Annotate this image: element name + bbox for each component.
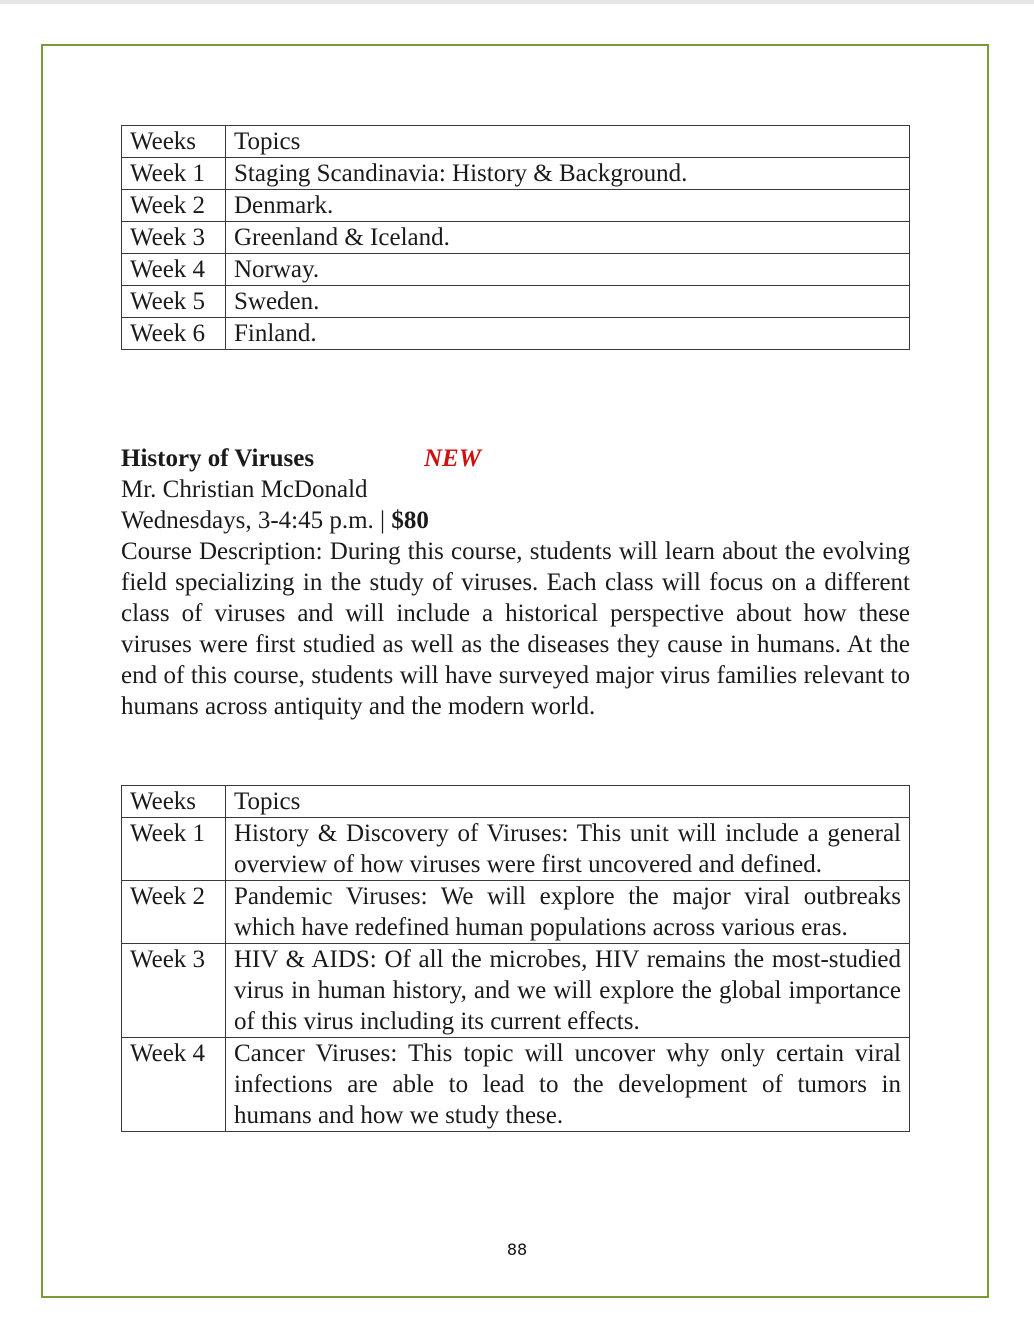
course-title-row [121,443,910,474]
new-badge: NEW [424,445,481,472]
table-row [122,158,910,190]
table-row [122,318,910,350]
weeks-header: Weeks [122,126,226,158]
course-title: History of Viruses [121,445,315,472]
topic-cell: Cancer Viruses: This topic will uncover why only certain viral infections are able to lead to the development of tumors in humans and how we study these. [226,1038,910,1132]
table-row [122,254,910,286]
page-number: 88 [506,1240,528,1259]
topic-cell: Finland. [226,318,910,350]
course-schedule: Wednesdays, 3-4:45 p.m. | [121,507,392,534]
viewer-top-bar [0,0,1034,4]
week-cell: Week 2 [122,190,226,222]
topics-header: Topics [226,786,910,818]
table-row [122,286,910,318]
table-header-row [122,126,910,158]
weeks-header: Weeks [122,786,226,818]
week-cell: Week 3 [122,944,226,1038]
table-row [122,881,910,944]
table-header-row [122,786,910,818]
topic-cell: Greenland & Iceland. [226,222,910,254]
table-row [122,944,910,1038]
course-schedule-line [121,505,910,536]
course-section [121,443,910,722]
topic-cell: Pandemic Viruses: We will explore the major viral outbreaks which have redefined human populations across various eras. [226,881,910,944]
week-cell: Week 2 [122,881,226,944]
table-row [122,222,910,254]
week-cell: Week 5 [122,286,226,318]
week-cell: Week 3 [122,222,226,254]
table-row [122,190,910,222]
table-row [122,1038,910,1132]
week-cell: Week 4 [122,1038,226,1132]
course-price: $80 [391,507,429,534]
topics-header: Topics [226,126,910,158]
topic-cell: Norway. [226,254,910,286]
viruses-schedule-table [121,785,910,1132]
week-cell: Week 4 [122,254,226,286]
topic-cell: Denmark. [226,190,910,222]
topic-cell: HIV & AIDS: Of all the microbes, HIV remains the most-studied virus in human history, and we will explore the global importance of this virus including its current effects. [226,944,910,1038]
topic-cell: History & Discovery of Viruses: This unit will include a general overview of how viruses were first uncovered and defined. [226,818,910,881]
week-cell: Week 1 [122,818,226,881]
scandinavia-schedule-table [121,125,910,350]
week-cell: Week 6 [122,318,226,350]
course-description: Course Description: During this course, students will learn about the evolving field specializing in the study of viruses. Each class will focus on a different class of viruses and will include a historical perspective about how these viruses were first studied as well as the diseases they cause in humans. At the end of this course, students will have surveyed major virus families relevant to humans across antiquity and the modern world. [121,538,910,720]
course-instructor: Mr. Christian McDonald [121,476,368,503]
topic-cell: Staging Scandinavia: History & Background. [226,158,910,190]
topic-cell: Sweden. [226,286,910,318]
week-cell: Week 1 [122,158,226,190]
table-row [122,818,910,881]
